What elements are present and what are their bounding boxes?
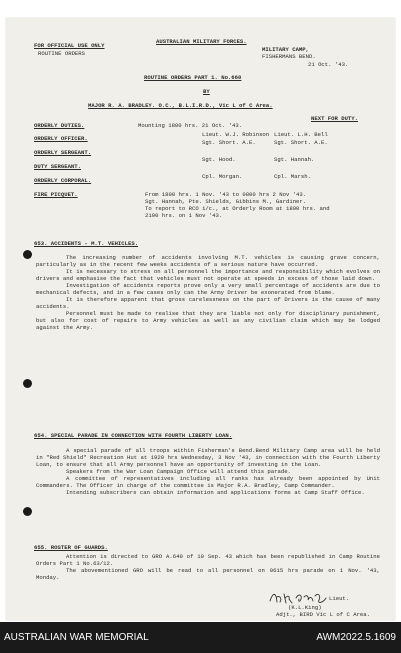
archive-footer [0,622,401,653]
camp-name: MILITARY CAMP, [262,46,309,53]
duty-current: Sgt. Short. A.E. [202,139,256,146]
document-page [6,18,395,620]
paragraph: A special parade of all troops within Fisherman's Bend.Bend Military Camp area will be held in "Red Shield" Recreation Hut at 1920 hrs Wednesday, 3 Nov '43, in connection with the Fourth Liberty Loan, to ensure that all Army personnel have an opportunity of investing in the Loan. [36,447,380,468]
duty-current: Lieut. W.J. Robinson [202,131,270,138]
duty-next: Sgt. Hannah. [274,156,315,163]
section-heading: 655. ROSTER OF GUARDS. [34,544,108,551]
paragraph: Intending subscribers can obtain information and applications forms at Camp Staff Office. [66,489,365,496]
paragraph: Speakers from the War Loan Campaign Office will attend this parade. [66,468,291,475]
paragraph: The abovementioned GRO will be read to all personnel on 0615 hrs parade on 1 Nov. '43, Monday. [36,567,380,581]
paragraph: A committee of representatives including all ranks has already been appointed by Unit Commanders. The Officer in charge of the committee is Major R.A. Bradley, Camp Commander. [36,475,380,489]
duty-current: Mounting 1800 hrs. 21 Oct. '43. [138,122,243,129]
fire-picquet-line: 2100 hrs. on 1 Nov '43. [145,212,223,219]
duty-current: Sgt. Hood. [202,156,236,163]
section-body [36,553,380,581]
signature-title: Adjt., BIRD Vic L of C Area. [276,611,370,618]
duty-current: Cpl. Morgan. [202,173,243,180]
duty-role: ORDERLY DUTIES. [34,122,85,129]
commander-line: MAJOR R. A. BRADLEY. O.C., B.L.I.R.D., Vic L of C Area. [88,102,273,109]
force-title: AUSTRALIAN MILITARY FORCES. [156,38,247,45]
next-for-duty-header: NEXT FOR DUTY. [311,115,358,122]
order-date: 21 Oct. '43. [308,61,349,68]
signature-rank: Lieut. [329,595,350,602]
order-title: ROUTINE ORDERS PART 1. No.660 [144,74,242,81]
archive-reference: AWM2022.5.1609 [316,632,396,643]
section-body [36,447,380,496]
fire-picquet-line: From 1800 hrs. 1 Nov. '43 to 0800 hrs 2 Nov '43. [145,191,307,198]
paragraph: Attention is directed to GRO A.640 of 10 Sep. 43 which has been republished in Camp Routine Orders Part 1 No.63/12. [36,553,380,567]
punch-hole [23,250,32,259]
fire-picquet-line: To report to RCO i/c., at Orderly Room at 1800 hrs. and [145,205,330,212]
punch-hole [23,507,32,516]
section-heading: 653. ACCIDENTS - M.T. VEHICLES. [34,240,139,247]
paragraph: Investigation of accidents reports prove only a very small percentage of accidents are due to mechanical defects, and in a few cases only can the Army Driver be exonerated from blame. [36,282,380,296]
duty-next: Sgt. Short. A.E. [274,139,328,146]
punch-hole [23,379,32,388]
section-heading: 654. SPECIAL PARADE IN CONNECTION WITH FOURTH LIBERTY LOAN. [34,432,233,439]
fire-picquet-line: Sgt. Hannah, Pte. Shields, Gibbins M., Gardiner. [145,198,307,205]
camp-location: FISHERMANS BEND. [262,53,316,60]
signature-name: (K.L.King) [288,604,322,611]
duty-role: DUTY SERGEANT. [34,163,81,170]
duty-role: ORDERLY SERGEANT. [34,149,92,156]
paragraph: It is therefore apparent that gross carelessness on the part of Drivers is the cause of many accidents. [36,296,380,310]
classification: FOR OFFICIAL USE ONLY [34,42,105,49]
fire-picquet-label: FIRE PICQUET. [34,191,78,198]
section-body [36,254,380,331]
by-label: BY [203,88,210,95]
archive-name: AUSTRALIAN WAR MEMORIAL [4,632,149,643]
classification-sub: ROUTINE ORDERS [38,50,85,57]
duty-role: ORDERLY CORPORAL. [34,177,92,184]
duty-next: Lieut. L.H. Bell [274,131,328,138]
duty-role: ORDERLY OFFICER. [34,135,88,142]
paragraph: The increasing number of accidents involving M.T. vehicles is causing grave concern, particularly as in the recent few weeks accidents of a serious nature have occurred. [36,254,380,268]
paragraph: It is necessary to stress on all personnel the importance and responsibility which evolves on drivers and emphasise the fact that vehicles must not operate at speeds in excess of those laid down. [36,268,380,282]
paragraph: Personnel must be made to realise that they are liable not only for disciplinary punishment, but also for cost of repairs to Army vehicles as well as any civilian claim which may be lodged against the Army. [36,310,380,331]
duty-next: Cpl. Marsh. [274,173,311,180]
